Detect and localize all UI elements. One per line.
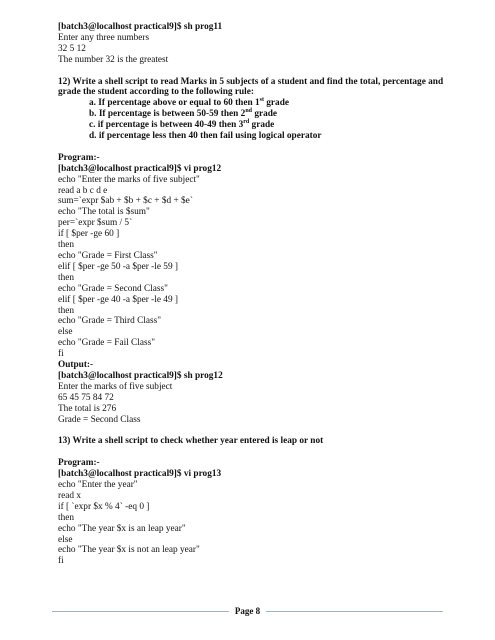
code-line: else xyxy=(58,327,73,338)
program-12-command: [batch3@localhost practical9]$ vi prog12 xyxy=(58,163,222,174)
rule-b: b. If percentage is between 50-59 then 2nd grade xyxy=(89,108,278,120)
program-12-heading: Program:- xyxy=(58,152,100,163)
output-line: The total is 276 xyxy=(58,403,117,414)
code-line: then xyxy=(58,305,75,316)
page-content xyxy=(58,22,458,567)
code-line: echo "Grade = First Class" xyxy=(58,251,158,261)
program-13-command: [batch3@localhost practical9]$ vi prog13 xyxy=(58,469,222,480)
prog11-output-line: 32 5 12 xyxy=(58,43,86,54)
code-line: echo "The year $x is an leap year" xyxy=(58,523,186,534)
code-line: echo "Enter the marks of five subject" xyxy=(58,174,200,185)
code-line: then xyxy=(58,272,75,283)
code-line: read x xyxy=(58,490,81,501)
question-13-title: 13) Write a shell script to check whether year entered is leap or not xyxy=(58,436,324,447)
prog11-command: [batch3@localhost practical9]$ sh prog11 xyxy=(58,22,223,32)
code-line: elif [ $per -ge 40 -a $per -le 49 ] xyxy=(58,294,179,305)
footer-rule-left xyxy=(52,611,229,612)
prog11-output-line: The number 32 is the greatest xyxy=(58,54,169,65)
program-13-heading: Program:- xyxy=(58,458,100,469)
rule-d: d. if percentage less then 40 then fail using logical operator xyxy=(89,131,322,142)
code-line: echo "The total is $sum" xyxy=(58,207,150,218)
code-line: then xyxy=(58,512,75,523)
rule-c: c. if percentage is between 40-49 then 3rd grade xyxy=(89,119,275,131)
code-line: if [ `expr $x % 4` -eq 0 ] xyxy=(58,501,150,512)
code-line: else xyxy=(58,534,73,545)
code-line: per=`expr $sum / 5` xyxy=(58,218,133,229)
rule-a: a. If percentage above or equal to 60 then 1st grade xyxy=(89,97,289,109)
code-line: read a b c d e xyxy=(58,185,108,196)
code-line: if [ $per -ge 60 ] xyxy=(58,229,120,240)
code-line: fi xyxy=(58,349,64,360)
code-line: elif [ $per -ge 50 -a $per -le 59 ] xyxy=(58,261,179,272)
program-12-code xyxy=(58,175,458,360)
code-line: then xyxy=(58,240,75,251)
page-number: Page 8 xyxy=(234,606,261,616)
output-line: Grade = Second Class xyxy=(58,414,141,425)
code-line: echo "Grade = Third Class" xyxy=(58,316,162,327)
output-line: 65 45 75 84 72 xyxy=(58,392,114,403)
page-footer xyxy=(52,606,443,616)
output-line: Enter the marks of five subject xyxy=(58,381,173,392)
code-line: fi xyxy=(58,556,64,567)
code-line: sum=`expr $ab + $b + $c + $d + $e` xyxy=(58,196,193,207)
code-line: echo "Enter the year" xyxy=(58,480,138,490)
prog11-output-line: Enter any three numbers xyxy=(58,32,150,43)
code-line: echo "Grade = Second Class" xyxy=(58,283,168,294)
code-line: echo "Grade = Fail Class" xyxy=(58,338,155,349)
question-12-title: 12) Write a shell script to read Marks in 5 subjects of a student and find the total, percentage and grade the student according to the following rule: xyxy=(58,76,444,98)
program-13-code xyxy=(58,480,458,567)
footer-rule-right xyxy=(266,611,443,612)
output-12-command: [batch3@localhost practical9]$ sh prog12 xyxy=(58,370,223,381)
output-12-heading: Output:- xyxy=(58,360,94,371)
code-line: echo "The year $x is not an leap year" xyxy=(58,545,200,556)
